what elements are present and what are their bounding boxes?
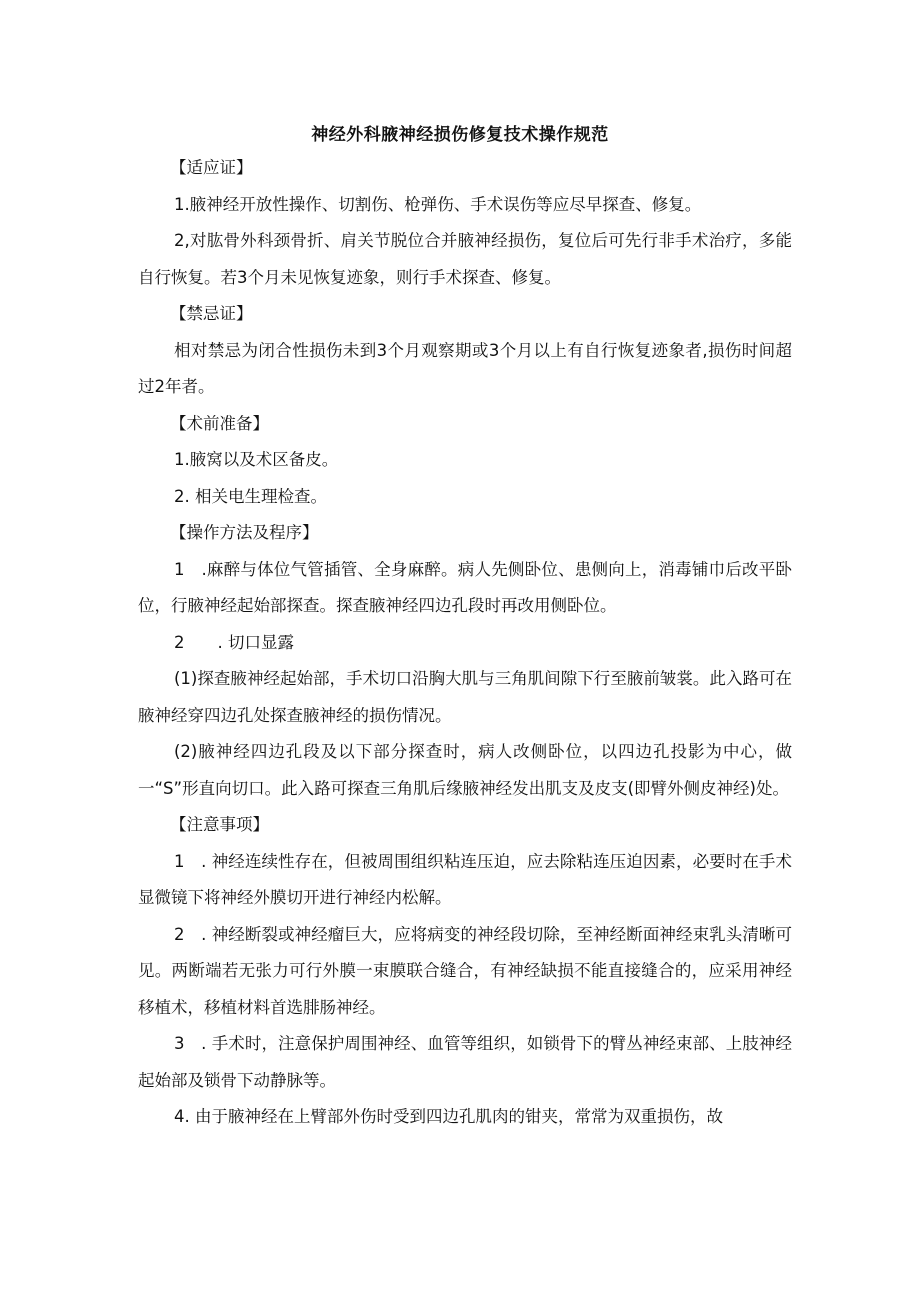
paragraph: 3 . 手术时，注意保护周围神经、血管等组织，如锁骨下的臂丛神经束部、上肢神经起始部及锁骨下动静脉等。 (138, 1034, 792, 1090)
paragraph: 1 . 神经连续性存在，但被周围组织粘连压迫，应去除粘连压迫因素，必要时在手术显微镜下将神经外膜切开进行神经内松解。 (138, 851, 792, 907)
paragraph: 2 . 切口显露 (174, 632, 294, 652)
section-heading-notes: 【注意事项】 (170, 815, 269, 834)
paragraph: 4. 由于腋神经在上臂部外伤时受到四边孔肌肉的钳夹，常常为双重损伤，故 (174, 1107, 723, 1126)
paragraph: 1 .麻醉与体位气管插管、全身麻醉。病人先侧卧位、患侧向上，消毒铺巾后改平卧位，行腋神经起始部探查。探查腋神经四边孔段时再改用侧卧位。 (138, 559, 792, 615)
document-title: 神经外科腋神经损伤修复技术操作规范 (311, 125, 609, 145)
section-heading-procedure: 【操作方法及程序】 (170, 523, 319, 542)
document-body (138, 150, 792, 1136)
paragraph: (2)腋神经四边孔段及以下部分探查时，病人改侧卧位，以四边孔投影为中心，做一“S”形直向切口。此入路可探查三角肌后缘腋神经发出肌支及皮支(即臂外侧皮神经)处。 (138, 742, 792, 798)
paragraph: 2 . 神经断裂或神经瘤巨大，应将病变的神经段切除，至神经断面神经束乳头清晰可见。两断端若无张力可行外膜一束膜联合缝合，有神经缺损不能直接缝合的，应采用神经移植术，移植材料首选腓肠神经。 (138, 924, 792, 1017)
section-heading-indications: 【适应证】 (170, 158, 253, 177)
paragraph: 1.腋神经开放性操作、切割伤、枪弹伤、手术误伤等应尽早探查、修复。 (174, 194, 702, 214)
paragraph: 相对禁忌为闭合性损伤未到3个月观察期或3个月以上有自行恢复迹象者,损伤时间超过2年者。 (138, 340, 792, 396)
paragraph: 2. 相关电生理检查。 (174, 486, 327, 506)
section-heading-contraindications: 【禁忌证】 (170, 304, 253, 323)
paragraph: (1)探查腋神经起始部，手术切口沿胸大肌与三角肌间隙下行至腋前皱裳。此入路可在腋神经穿四边孔处探查腋神经的损伤情况。 (138, 669, 792, 725)
section-heading-preparation: 【术前准备】 (170, 413, 269, 433)
paragraph: 1.腋窝以及术区备皮。 (174, 450, 339, 469)
paragraph: 2,对肱骨外科颈骨折、肩关节脱位合并腋神经损伤，复位后可先行非手术治疗，多能自行恢复。若3个月未见恢复迹象，则行手术探查、修复。 (138, 231, 792, 287)
